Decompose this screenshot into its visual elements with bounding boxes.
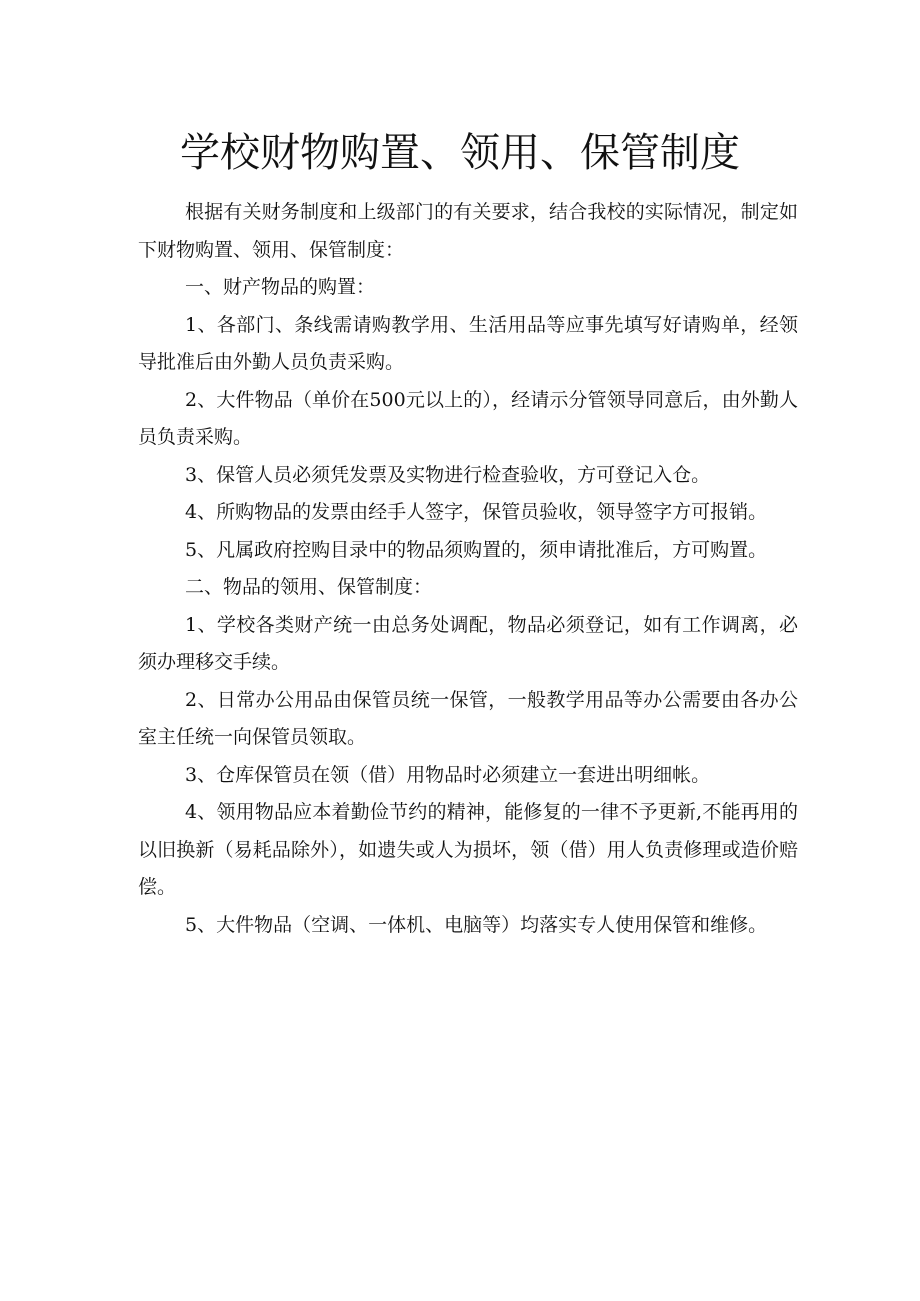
document-title: 学校财物购置、领用、保管制度: [180, 130, 740, 176]
section-heading-purchase: 一、财产物品的购置：: [185, 276, 376, 298]
section-heading-custody: 二、物品的领用、保管制度：: [185, 576, 433, 598]
paragraph-custody-4: 4、领用物品应本着勤俭节约的精神，能修复的一律不予更新,不能再用的以旧换新（易耗品除外），如遗失或人为损坏，领（借）用人负责修理或造价赔偿。: [138, 801, 798, 898]
paragraph-purchase-2: 2、大件物品（单价在500元以上的），经请示分管领导同意后，由外勤人员负责采购。: [138, 388, 798, 448]
paragraph-custody-3: 3、仓库保管员在领（借）用物品时必须建立一套进出明细帐。: [185, 763, 711, 786]
paragraph-purchase-5: 5、凡属政府控购目录中的物品须购置的，须申请批准后，方可购置。: [185, 538, 768, 561]
document-body: [138, 194, 798, 944]
paragraph-custody-2: 2、日常办公用品由保管员统一保管，一般教学用品等办公需要由各办公室主任统一向保管员领取。: [138, 688, 798, 748]
paragraph-purchase-1: 1、各部门、条线需请购教学用、生活用品等应事先填写好请购单，经领导批准后由外勤人员负责采购。: [138, 313, 798, 373]
paragraph-intro: 根据有关财务制度和上级部门的有关要求，结合我校的实际情况，制定如下财物购置、领用、保管制度：: [138, 201, 798, 261]
paragraph-purchase-4: 4、所购物品的发票由经手人签字，保管员验收，领导签字方可报销。: [185, 501, 768, 523]
paragraph-custody-5: 5、大件物品（空调、一体机、电脑等）均落实专人使用保管和维修。: [185, 913, 768, 936]
paragraph-purchase-3: 3、保管人员必须凭发票及实物进行检查验收，方可登记入仓。: [185, 463, 711, 486]
paragraph-custody-1: 1、学校各类财产统一由总务处调配，物品必须登记，如有工作调离，必须办理移交手续。: [138, 613, 798, 673]
